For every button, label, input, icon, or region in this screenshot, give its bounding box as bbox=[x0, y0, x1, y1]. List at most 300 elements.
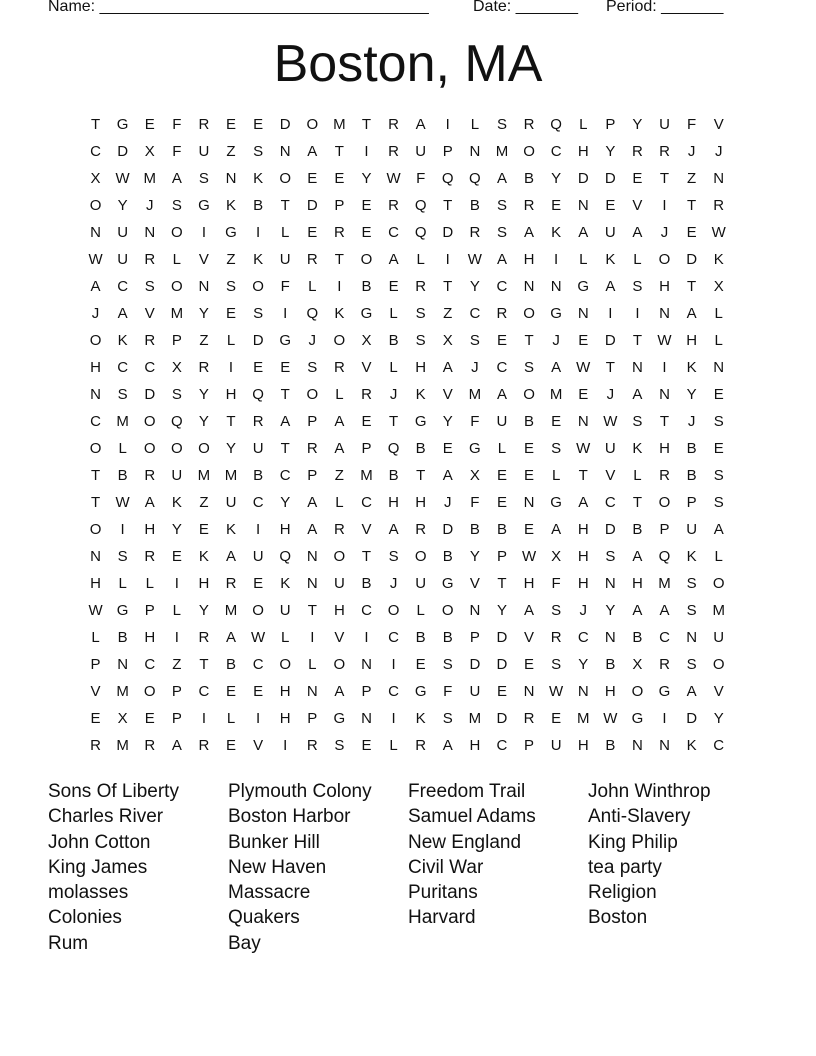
grid-letter[interactable]: Q bbox=[306, 305, 319, 322]
grid-letter[interactable]: L bbox=[714, 332, 723, 349]
grid-letter[interactable]: R bbox=[144, 251, 156, 268]
grid-letter[interactable]: C bbox=[252, 494, 264, 511]
grid-letter[interactable]: C bbox=[252, 656, 264, 673]
grid-letter[interactable]: K bbox=[117, 332, 128, 349]
grid-letter[interactable]: K bbox=[171, 494, 182, 511]
grid-letter[interactable]: E bbox=[578, 332, 589, 349]
grid-letter[interactable]: P bbox=[307, 413, 318, 430]
grid-letter[interactable]: I bbox=[201, 224, 206, 241]
grid-letter[interactable]: A bbox=[686, 305, 697, 322]
grid-letter[interactable]: G bbox=[225, 224, 237, 241]
grid-letter[interactable]: S bbox=[198, 170, 209, 187]
grid-letter[interactable]: M bbox=[549, 386, 563, 403]
grid-letter[interactable]: A bbox=[334, 683, 345, 700]
grid-letter[interactable]: E bbox=[496, 332, 507, 349]
grid-letter[interactable]: I bbox=[201, 710, 206, 727]
grid-letter[interactable]: R bbox=[144, 737, 156, 754]
grid-letter[interactable]: H bbox=[333, 602, 345, 619]
grid-letter[interactable]: S bbox=[117, 548, 128, 565]
grid-letter[interactable]: M bbox=[712, 602, 725, 619]
grid-letter[interactable]: O bbox=[89, 197, 102, 214]
grid-letter[interactable]: O bbox=[143, 413, 156, 430]
grid-letter[interactable]: L bbox=[118, 575, 127, 592]
grid-letter[interactable]: E bbox=[171, 548, 182, 565]
grid-letter[interactable]: M bbox=[495, 143, 509, 160]
grid-letter[interactable]: F bbox=[551, 575, 561, 592]
grid-letter[interactable]: S bbox=[632, 413, 643, 430]
grid-letter[interactable]: O bbox=[170, 440, 183, 457]
grid-letter[interactable]: U bbox=[252, 548, 264, 565]
grid-letter[interactable]: B bbox=[605, 737, 616, 754]
grid-letter[interactable]: N bbox=[469, 143, 481, 160]
grid-letter[interactable]: S bbox=[442, 710, 453, 727]
grid-letter[interactable]: D bbox=[117, 143, 129, 160]
grid-letter[interactable]: J bbox=[389, 386, 398, 403]
grid-letter[interactable]: N bbox=[659, 737, 670, 754]
grid-letter[interactable]: A bbox=[280, 413, 291, 430]
grid-letter[interactable]: W bbox=[603, 710, 618, 727]
grid-letter[interactable]: H bbox=[577, 575, 589, 592]
grid-letter[interactable]: R bbox=[225, 575, 237, 592]
grid-letter[interactable]: C bbox=[388, 224, 399, 241]
grid-letter[interactable]: S bbox=[253, 143, 264, 160]
grid-letter[interactable]: E bbox=[524, 467, 535, 484]
grid-letter[interactable]: F bbox=[280, 278, 290, 295]
grid-letter[interactable]: P bbox=[171, 332, 182, 349]
grid-letter[interactable]: G bbox=[469, 440, 481, 457]
grid-letter[interactable]: R bbox=[659, 656, 670, 673]
grid-letter[interactable]: J bbox=[579, 602, 587, 619]
grid-letter[interactable]: A bbox=[442, 737, 453, 754]
grid-letter[interactable]: R bbox=[523, 116, 535, 133]
grid-letter[interactable]: Q bbox=[279, 548, 292, 565]
grid-letter[interactable]: O bbox=[631, 683, 644, 700]
grid-letter[interactable]: C bbox=[144, 359, 156, 376]
grid-letter[interactable]: F bbox=[470, 494, 480, 511]
grid-letter[interactable]: V bbox=[361, 359, 372, 376]
grid-letter[interactable]: O bbox=[441, 602, 454, 619]
grid-letter[interactable]: B bbox=[442, 548, 453, 565]
grid-letter[interactable]: S bbox=[496, 197, 507, 214]
grid-letter[interactable]: I bbox=[662, 710, 667, 727]
grid-letter[interactable]: D bbox=[306, 197, 318, 214]
grid-letter[interactable]: G bbox=[550, 305, 562, 322]
grid-letter[interactable]: N bbox=[90, 548, 101, 565]
grid-letter[interactable]: T bbox=[334, 143, 344, 160]
grid-letter[interactable]: B bbox=[686, 440, 697, 457]
grid-letter[interactable]: B bbox=[117, 467, 128, 484]
grid-letter[interactable]: C bbox=[713, 737, 725, 754]
grid-letter[interactable]: K bbox=[713, 251, 724, 268]
grid-letter[interactable]: Z bbox=[443, 305, 453, 322]
grid-letter[interactable]: D bbox=[469, 656, 481, 673]
grid-letter[interactable]: E bbox=[198, 521, 209, 538]
grid-letter[interactable]: Z bbox=[226, 143, 236, 160]
grid-letter[interactable]: V bbox=[442, 386, 453, 403]
grid-letter[interactable]: U bbox=[415, 143, 427, 160]
grid-letter[interactable]: H bbox=[659, 440, 670, 457]
grid-letter[interactable]: Y bbox=[605, 143, 616, 160]
grid-letter[interactable]: L bbox=[714, 305, 723, 322]
grid-letter[interactable]: R bbox=[198, 737, 210, 754]
grid-letter[interactable]: P bbox=[496, 548, 507, 565]
grid-letter[interactable]: S bbox=[415, 332, 426, 349]
grid-letter[interactable]: H bbox=[523, 575, 535, 592]
grid-letter[interactable]: E bbox=[713, 386, 724, 403]
grid-letter[interactable]: S bbox=[713, 494, 724, 511]
grid-letter[interactable]: H bbox=[90, 575, 101, 592]
grid-letter[interactable]: T bbox=[361, 116, 372, 133]
grid-letter[interactable]: B bbox=[117, 629, 128, 646]
grid-letter[interactable]: P bbox=[171, 710, 182, 727]
grid-letter[interactable]: T bbox=[659, 170, 670, 187]
grid-letter[interactable]: A bbox=[605, 278, 616, 295]
grid-letter[interactable]: S bbox=[415, 305, 426, 322]
grid-letter[interactable]: A bbox=[659, 602, 670, 619]
grid-letter[interactable]: K bbox=[632, 440, 643, 457]
grid-letter[interactable]: Z bbox=[334, 467, 344, 484]
grid-letter[interactable]: N bbox=[90, 224, 101, 241]
grid-letter[interactable]: Y bbox=[578, 656, 589, 673]
grid-letter[interactable]: C bbox=[117, 359, 129, 376]
grid-letter[interactable]: U bbox=[550, 737, 562, 754]
grid-letter[interactable]: A bbox=[713, 521, 724, 538]
grid-letter[interactable]: K bbox=[198, 548, 209, 565]
grid-letter[interactable]: R bbox=[144, 467, 156, 484]
grid-letter[interactable]: R bbox=[333, 224, 345, 241]
grid-letter[interactable]: D bbox=[496, 629, 508, 646]
grid-letter[interactable]: A bbox=[578, 494, 589, 511]
grid-letter[interactable]: I bbox=[256, 710, 261, 727]
grid-letter[interactable]: P bbox=[307, 710, 318, 727]
grid-letter[interactable]: E bbox=[226, 305, 237, 322]
grid-letter[interactable]: X bbox=[713, 278, 724, 295]
grid-letter[interactable]: H bbox=[279, 683, 291, 700]
grid-letter[interactable]: Y bbox=[198, 386, 209, 403]
grid-letter[interactable]: W bbox=[386, 170, 401, 187]
grid-letter[interactable]: O bbox=[89, 440, 102, 457]
grid-letter[interactable]: B bbox=[632, 521, 643, 538]
grid-letter[interactable]: V bbox=[253, 737, 264, 754]
grid-letter[interactable]: B bbox=[605, 656, 616, 673]
grid-letter[interactable]: J bbox=[714, 143, 723, 160]
grid-letter[interactable]: U bbox=[604, 224, 616, 241]
grid-letter[interactable]: Q bbox=[441, 170, 454, 187]
grid-letter[interactable]: W bbox=[521, 548, 537, 565]
grid-letter[interactable]: A bbox=[632, 386, 643, 403]
grid-letter[interactable]: R bbox=[306, 737, 318, 754]
grid-letter[interactable]: H bbox=[90, 359, 101, 376]
grid-letter[interactable]: B bbox=[496, 521, 507, 538]
grid-letter[interactable]: A bbox=[307, 494, 318, 511]
grid-letter[interactable]: T bbox=[524, 332, 534, 349]
grid-letter[interactable]: W bbox=[576, 359, 591, 376]
grid-letter[interactable]: E bbox=[551, 197, 562, 214]
grid-letter[interactable]: Y bbox=[605, 602, 616, 619]
grid-letter[interactable]: P bbox=[686, 494, 697, 511]
grid-letter[interactable]: C bbox=[90, 143, 101, 160]
grid-letter[interactable]: C bbox=[144, 656, 156, 673]
grid-letter[interactable]: C bbox=[117, 278, 129, 295]
grid-letter[interactable]: F bbox=[687, 116, 697, 133]
grid-letter[interactable]: N bbox=[713, 359, 725, 376]
grid-letter[interactable]: I bbox=[310, 629, 315, 646]
grid-letter[interactable]: E bbox=[524, 440, 535, 457]
grid-letter[interactable]: N bbox=[279, 143, 291, 160]
grid-letter[interactable]: O bbox=[89, 521, 102, 538]
grid-letter[interactable]: A bbox=[415, 116, 426, 133]
grid-letter[interactable]: R bbox=[713, 197, 725, 214]
grid-letter[interactable]: R bbox=[90, 737, 101, 754]
grid-letter[interactable]: T bbox=[361, 548, 372, 565]
grid-letter[interactable]: U bbox=[171, 467, 183, 484]
grid-letter[interactable]: C bbox=[604, 494, 616, 511]
grid-letter[interactable]: U bbox=[333, 575, 345, 592]
grid-letter[interactable]: M bbox=[116, 737, 129, 754]
grid-letter[interactable]: B bbox=[469, 521, 480, 538]
grid-letter[interactable]: V bbox=[524, 629, 535, 646]
grid-letter[interactable]: Y bbox=[280, 494, 291, 511]
grid-letter[interactable]: R bbox=[415, 737, 427, 754]
grid-letter[interactable]: E bbox=[253, 683, 264, 700]
grid-letter[interactable]: M bbox=[333, 116, 346, 133]
grid-letter[interactable]: K bbox=[280, 575, 291, 592]
grid-letter[interactable]: M bbox=[170, 305, 184, 322]
grid-letter[interactable]: B bbox=[361, 575, 372, 592]
grid-letter[interactable]: T bbox=[687, 197, 697, 214]
grid-letter[interactable]: O bbox=[306, 386, 319, 403]
grid-letter[interactable]: W bbox=[549, 683, 564, 700]
grid-letter[interactable]: R bbox=[388, 197, 399, 214]
grid-letter[interactable]: D bbox=[604, 170, 616, 187]
grid-letter[interactable]: I bbox=[391, 656, 396, 673]
grid-letter[interactable]: W bbox=[88, 602, 103, 619]
grid-letter[interactable]: E bbox=[524, 656, 535, 673]
grid-letter[interactable]: C bbox=[279, 467, 291, 484]
grid-letter[interactable]: B bbox=[388, 332, 399, 349]
grid-letter[interactable]: N bbox=[632, 737, 643, 754]
grid-letter[interactable]: H bbox=[523, 251, 535, 268]
grid-letter[interactable]: I bbox=[256, 521, 261, 538]
grid-letter[interactable]: E bbox=[361, 197, 372, 214]
grid-letter[interactable]: K bbox=[334, 305, 345, 322]
grid-letter[interactable]: J bbox=[308, 332, 317, 349]
grid-letter[interactable]: J bbox=[145, 197, 154, 214]
grid-letter[interactable]: A bbox=[632, 548, 643, 565]
grid-letter[interactable]: M bbox=[468, 710, 482, 727]
grid-letter[interactable]: U bbox=[117, 251, 129, 268]
grid-letter[interactable]: S bbox=[253, 305, 264, 322]
grid-letter[interactable]: R bbox=[523, 197, 535, 214]
grid-letter[interactable]: T bbox=[90, 494, 101, 511]
grid-letter[interactable]: U bbox=[469, 683, 481, 700]
grid-letter[interactable]: E bbox=[226, 683, 237, 700]
grid-letter[interactable]: W bbox=[657, 332, 672, 349]
grid-letter[interactable]: J bbox=[444, 494, 452, 511]
grid-letter[interactable]: N bbox=[713, 170, 725, 187]
grid-letter[interactable]: D bbox=[252, 332, 264, 349]
grid-letter[interactable]: C bbox=[388, 629, 399, 646]
grid-letter[interactable]: I bbox=[635, 305, 640, 322]
grid-letter[interactable]: B bbox=[524, 170, 535, 187]
grid-letter[interactable]: P bbox=[524, 737, 535, 754]
grid-letter[interactable]: H bbox=[198, 575, 210, 592]
grid-letter[interactable]: F bbox=[172, 143, 182, 160]
grid-letter[interactable]: M bbox=[143, 170, 156, 187]
grid-letter[interactable]: P bbox=[659, 521, 670, 538]
grid-letter[interactable]: S bbox=[171, 386, 182, 403]
grid-letter[interactable]: L bbox=[416, 251, 425, 268]
grid-letter[interactable]: T bbox=[334, 251, 344, 268]
grid-letter[interactable]: G bbox=[414, 413, 427, 430]
grid-letter[interactable]: N bbox=[577, 197, 589, 214]
grid-letter[interactable]: S bbox=[686, 602, 697, 619]
grid-letter[interactable]: D bbox=[604, 521, 616, 538]
grid-letter[interactable]: B bbox=[253, 197, 264, 214]
grid-letter[interactable]: L bbox=[226, 332, 236, 349]
grid-letter[interactable]: B bbox=[415, 629, 426, 646]
grid-letter[interactable]: V bbox=[605, 467, 616, 484]
grid-letter[interactable]: R bbox=[306, 440, 318, 457]
grid-letter[interactable]: J bbox=[552, 332, 560, 349]
grid-letter[interactable]: L bbox=[633, 251, 642, 268]
grid-letter[interactable]: T bbox=[687, 278, 697, 295]
grid-letter[interactable]: N bbox=[577, 413, 589, 430]
grid-letter[interactable]: Z bbox=[172, 656, 182, 673]
grid-letter[interactable]: H bbox=[144, 629, 156, 646]
grid-letter[interactable]: A bbox=[524, 602, 535, 619]
grid-letter[interactable]: Y bbox=[686, 386, 697, 403]
grid-letter[interactable]: A bbox=[496, 170, 507, 187]
grid-letter[interactable]: D bbox=[144, 386, 156, 403]
grid-letter[interactable]: O bbox=[712, 575, 725, 592]
grid-letter[interactable]: U bbox=[279, 602, 291, 619]
grid-letter[interactable]: N bbox=[523, 494, 535, 511]
grid-letter[interactable]: O bbox=[523, 305, 535, 322]
grid-letter[interactable]: N bbox=[604, 629, 616, 646]
grid-letter[interactable]: W bbox=[88, 251, 103, 268]
grid-letter[interactable]: F bbox=[416, 170, 426, 187]
grid-letter[interactable]: R bbox=[252, 413, 264, 430]
grid-letter[interactable]: Q bbox=[469, 170, 481, 187]
grid-letter[interactable]: R bbox=[496, 305, 508, 322]
grid-letter[interactable]: M bbox=[197, 467, 211, 484]
grid-letter[interactable]: S bbox=[686, 656, 697, 673]
grid-letter[interactable]: V bbox=[713, 116, 724, 133]
grid-letter[interactable]: F bbox=[172, 116, 182, 133]
grid-letter[interactable]: V bbox=[334, 629, 345, 646]
grid-letter[interactable]: K bbox=[253, 170, 264, 187]
grid-letter[interactable]: L bbox=[579, 251, 588, 268]
grid-letter[interactable]: U bbox=[225, 494, 237, 511]
grid-letter[interactable]: H bbox=[686, 332, 698, 349]
grid-letter[interactable]: X bbox=[551, 548, 562, 565]
grid-letter[interactable]: R bbox=[415, 521, 427, 538]
grid-letter[interactable]: Z bbox=[199, 494, 209, 511]
grid-letter[interactable]: W bbox=[467, 251, 482, 268]
grid-letter[interactable]: W bbox=[603, 413, 618, 430]
grid-letter[interactable]: H bbox=[415, 359, 427, 376]
grid-letter[interactable]: V bbox=[713, 683, 724, 700]
grid-letter[interactable]: T bbox=[226, 413, 236, 430]
grid-letter[interactable]: N bbox=[686, 629, 698, 646]
grid-letter[interactable]: E bbox=[415, 656, 426, 673]
grid-letter[interactable]: J bbox=[687, 413, 696, 430]
grid-letter[interactable]: M bbox=[116, 683, 129, 700]
grid-letter[interactable]: L bbox=[551, 467, 561, 484]
grid-letter[interactable]: T bbox=[416, 467, 426, 484]
grid-letter[interactable]: C bbox=[469, 305, 481, 322]
grid-letter[interactable]: X bbox=[632, 656, 643, 673]
grid-letter[interactable]: T bbox=[90, 116, 101, 133]
grid-letter[interactable]: G bbox=[441, 575, 454, 592]
grid-letter[interactable]: E bbox=[253, 359, 264, 376]
grid-letter[interactable]: K bbox=[551, 224, 562, 241]
grid-letter[interactable]: A bbox=[144, 494, 155, 511]
grid-letter[interactable]: E bbox=[686, 224, 697, 241]
grid-letter[interactable]: D bbox=[442, 521, 454, 538]
grid-letter[interactable]: V bbox=[632, 197, 643, 214]
grid-letter[interactable]: C bbox=[496, 737, 508, 754]
grid-letter[interactable]: U bbox=[686, 521, 698, 538]
grid-letter[interactable]: O bbox=[143, 440, 156, 457]
grid-letter[interactable]: R bbox=[198, 359, 210, 376]
grid-letter[interactable]: Y bbox=[198, 305, 209, 322]
grid-letter[interactable]: S bbox=[551, 602, 562, 619]
grid-letter[interactable]: R bbox=[415, 278, 427, 295]
grid-letter[interactable]: O bbox=[333, 656, 346, 673]
grid-letter[interactable]: V bbox=[361, 521, 372, 538]
grid-letter[interactable]: P bbox=[171, 683, 182, 700]
grid-letter[interactable]: Y bbox=[198, 413, 209, 430]
grid-letter[interactable]: D bbox=[686, 251, 698, 268]
grid-letter[interactable]: N bbox=[604, 575, 616, 592]
grid-letter[interactable]: O bbox=[414, 548, 427, 565]
grid-letter[interactable]: H bbox=[659, 278, 670, 295]
grid-letter[interactable]: N bbox=[550, 278, 562, 295]
grid-letter[interactable]: B bbox=[253, 467, 264, 484]
grid-letter[interactable]: E bbox=[578, 386, 589, 403]
grid-letter[interactable]: H bbox=[225, 386, 237, 403]
grid-letter[interactable]: A bbox=[496, 386, 507, 403]
grid-letter[interactable]: N bbox=[90, 386, 101, 403]
grid-letter[interactable]: L bbox=[579, 116, 588, 133]
grid-letter[interactable]: I bbox=[283, 305, 288, 322]
grid-letter[interactable]: Y bbox=[171, 521, 182, 538]
grid-letter[interactable]: J bbox=[471, 359, 479, 376]
grid-letter[interactable]: N bbox=[577, 305, 589, 322]
grid-letter[interactable]: D bbox=[442, 224, 454, 241]
grid-letter[interactable]: O bbox=[658, 251, 671, 268]
grid-letter[interactable]: I bbox=[174, 575, 179, 592]
grid-letter[interactable]: Q bbox=[387, 440, 400, 457]
grid-letter[interactable]: T bbox=[280, 386, 290, 403]
grid-letter[interactable]: R bbox=[198, 629, 210, 646]
grid-letter[interactable]: D bbox=[496, 710, 508, 727]
grid-letter[interactable]: O bbox=[360, 251, 373, 268]
grid-letter[interactable]: I bbox=[283, 737, 288, 754]
grid-letter[interactable]: I bbox=[391, 710, 396, 727]
grid-letter[interactable]: K bbox=[686, 737, 697, 754]
grid-letter[interactable]: L bbox=[633, 467, 642, 484]
grid-letter[interactable]: W bbox=[251, 629, 266, 646]
grid-letter[interactable]: Y bbox=[496, 602, 507, 619]
grid-letter[interactable]: E bbox=[605, 197, 616, 214]
grid-letter[interactable]: R bbox=[550, 629, 562, 646]
grid-letter[interactable]: M bbox=[468, 386, 482, 403]
grid-letter[interactable]: J bbox=[91, 305, 100, 322]
grid-letter[interactable]: S bbox=[496, 224, 507, 241]
